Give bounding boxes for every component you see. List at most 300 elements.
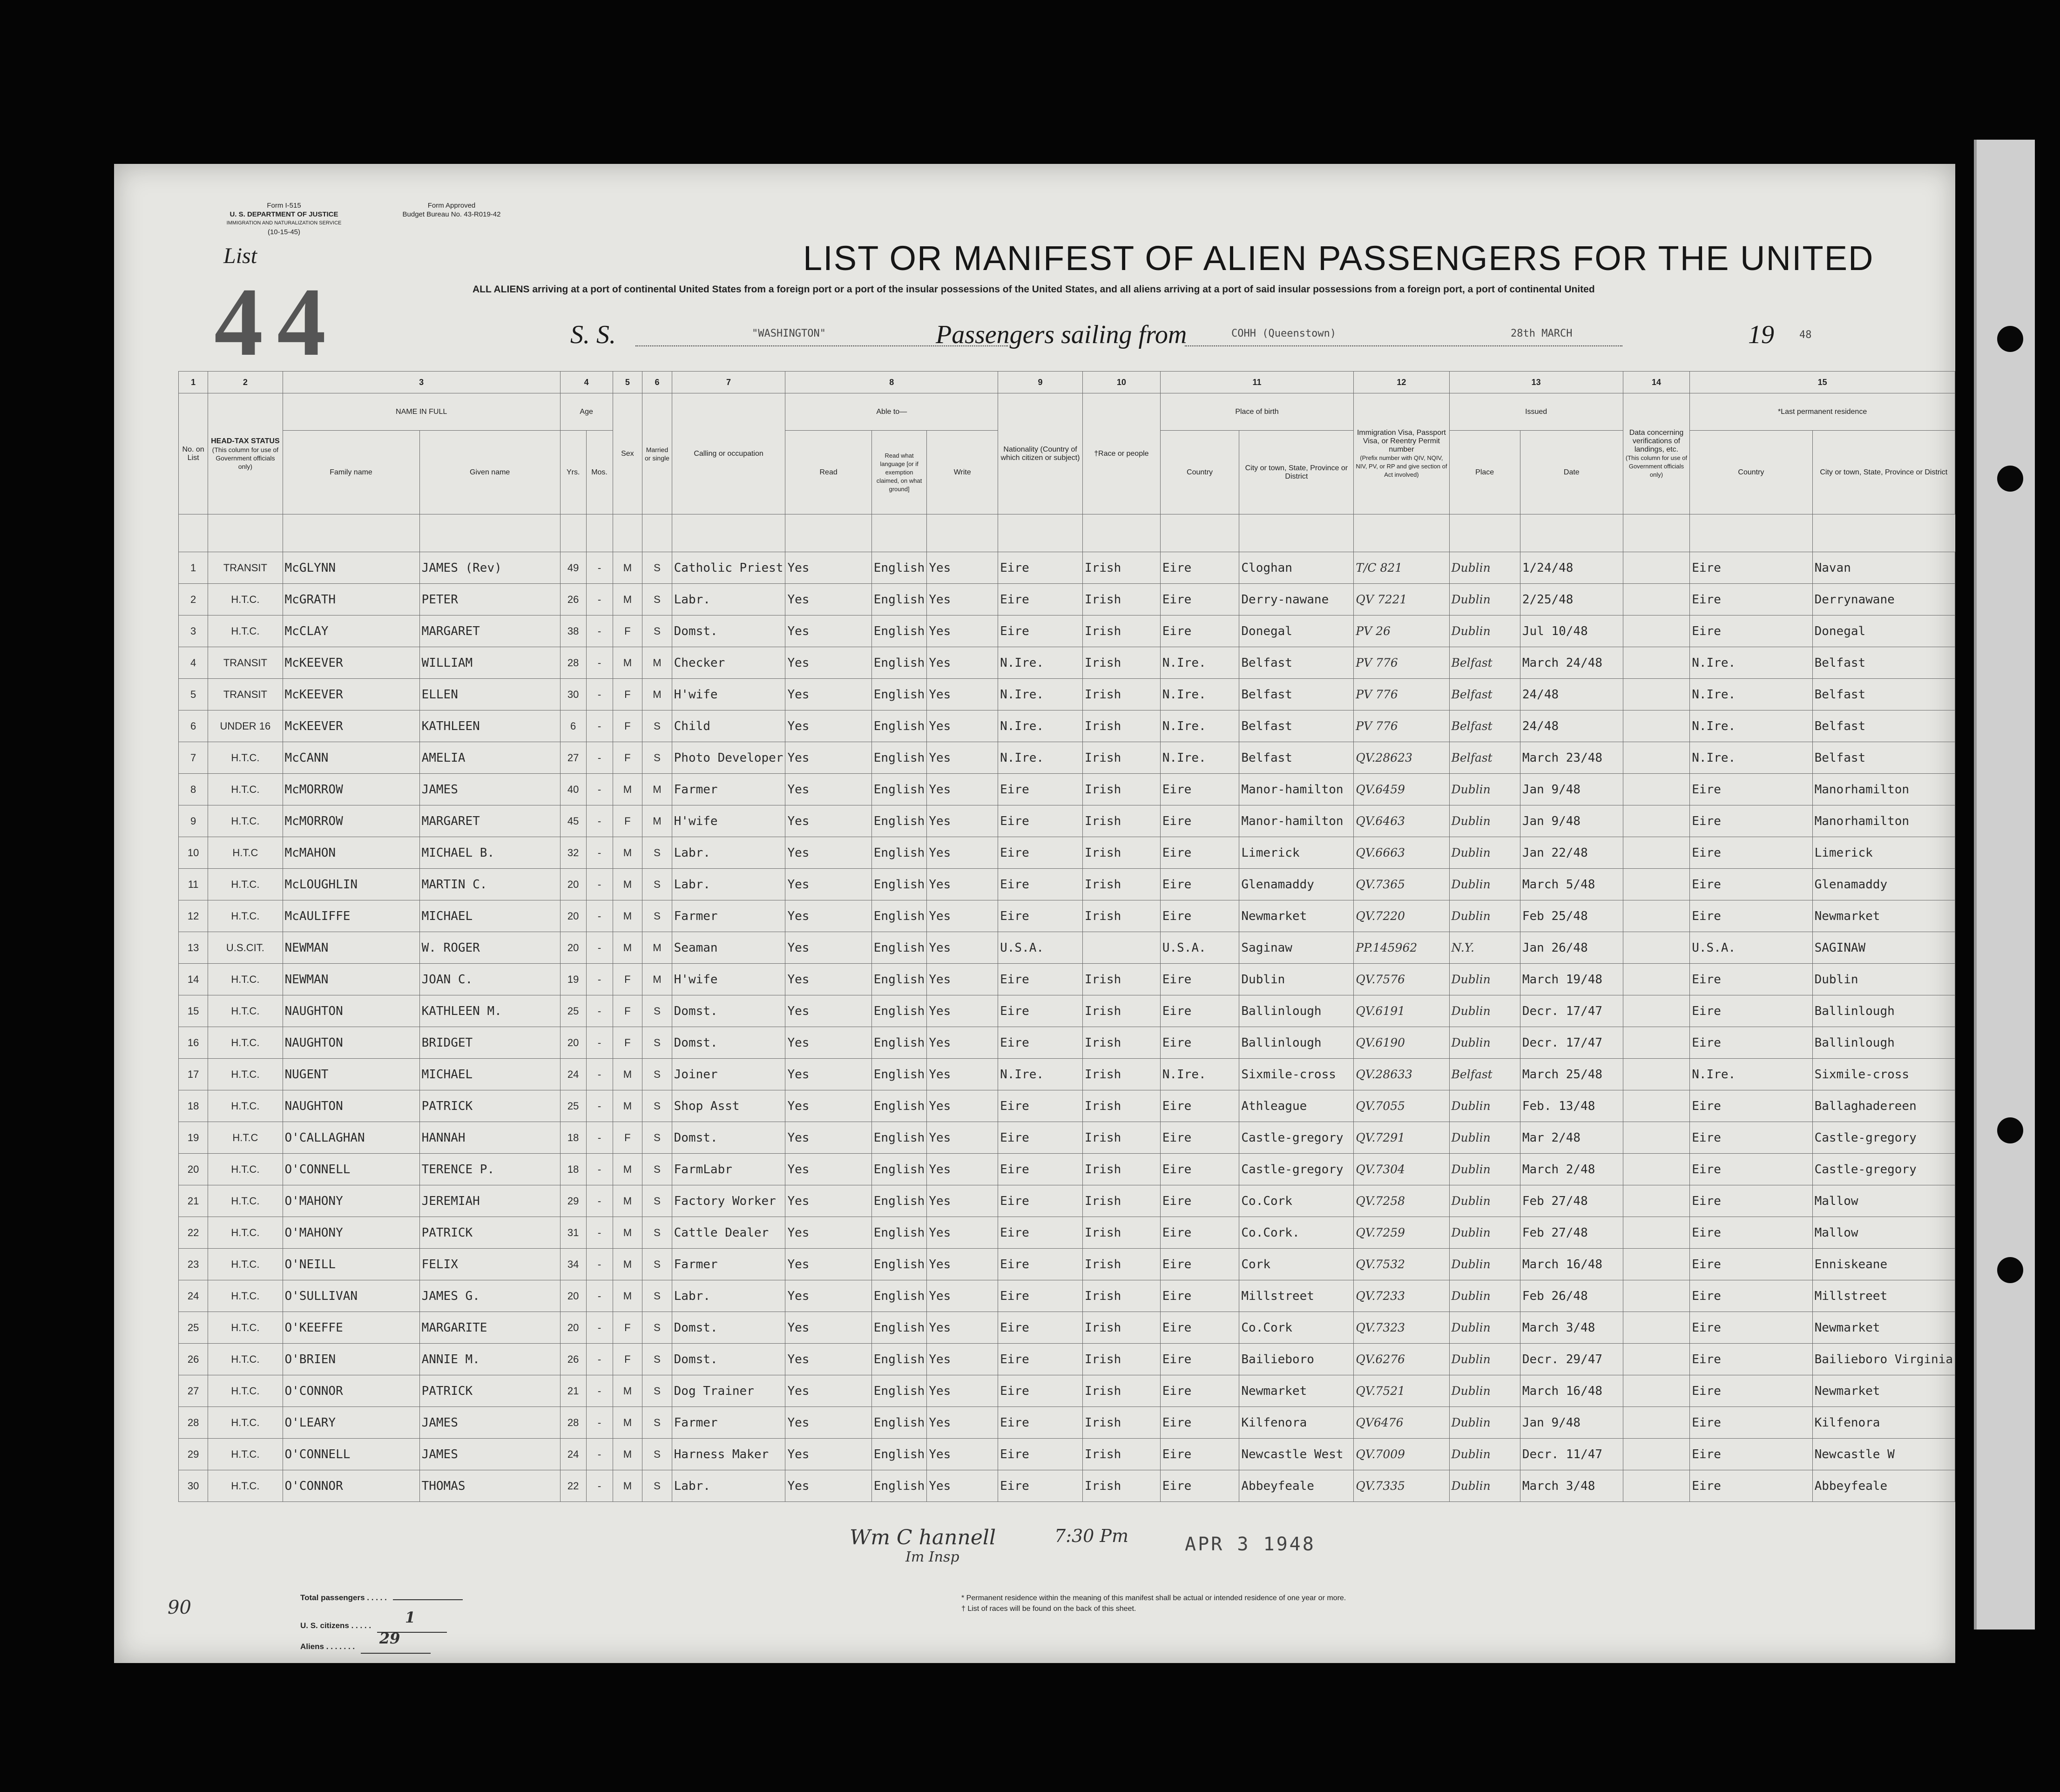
header-row-top <box>179 393 1955 431</box>
landing-verification <box>1623 869 1690 900</box>
visa-number: QV.7233 <box>1354 1280 1449 1312</box>
age-months: - <box>586 679 613 710</box>
given-name: JAMES <box>419 774 560 805</box>
visa-note: (Prefix number with QIV, NQIV, NIV, PV, or RP and give section of Act involved) <box>1356 454 1447 478</box>
residence-city: Belfast <box>1812 710 1955 742</box>
row-number: 11 <box>179 869 208 900</box>
visa-number: QV.7521 <box>1354 1375 1449 1407</box>
landing-verification <box>1623 1249 1690 1280</box>
residence-city: Kilfenora <box>1812 1407 1955 1439</box>
race: Irish <box>1082 1154 1160 1185</box>
age-months: - <box>586 1439 613 1470</box>
sex: M <box>613 932 642 964</box>
issued-place: N.Y. <box>1449 932 1520 964</box>
age-years: 34 <box>560 1249 586 1280</box>
table-row <box>179 1439 1955 1470</box>
given-name: JAMES <box>419 1439 560 1470</box>
visa-number: PV 776 <box>1354 647 1449 679</box>
birth-country: Eire <box>1160 552 1239 584</box>
residence-city: Belfast <box>1812 647 1955 679</box>
family-name: O'LEARY <box>283 1407 419 1439</box>
birth-country: Eire <box>1160 1439 1239 1470</box>
header-married: Married or single <box>642 393 672 514</box>
landing-verification <box>1623 1217 1690 1249</box>
row-number: 4 <box>179 647 208 679</box>
family-name: NUGENT <box>283 1059 419 1090</box>
age-months: - <box>586 837 613 869</box>
head-tax-status: H.T.C. <box>208 774 283 805</box>
visa-number: PP.145962 <box>1354 932 1449 964</box>
can-write: Yes <box>927 1439 998 1470</box>
given-name: KATHLEEN M. <box>419 995 560 1027</box>
us-citizens: U. S. citizens . . . . . 1 <box>300 1614 447 1633</box>
age-months: - <box>586 932 613 964</box>
table-row <box>179 1122 1955 1154</box>
head-tax-status: TRANSIT <box>208 679 283 710</box>
total-passengers-label: Total passengers <box>300 1593 365 1602</box>
family-name: McKEEVER <box>283 679 419 710</box>
row-number: 29 <box>179 1439 208 1470</box>
nationality: U.S.A. <box>998 932 1083 964</box>
marital-status: S <box>642 1122 672 1154</box>
head-tax-status: U.S.CIT. <box>208 932 283 964</box>
visa-title: Immigration Visa, Passport Visa, or Reentry Permit number <box>1357 428 1446 453</box>
nationality: Eire <box>998 1217 1083 1249</box>
sex: M <box>613 1249 642 1280</box>
header-name-in-full: NAME IN FULL <box>283 393 560 431</box>
family-name: McGLYNN <box>283 552 419 584</box>
given-name: PATRICK <box>419 1375 560 1407</box>
landing-verification <box>1623 742 1690 774</box>
issued-date: March 24/48 <box>1520 647 1623 679</box>
birth-country: Eire <box>1160 1217 1239 1249</box>
race: Irish <box>1082 964 1160 995</box>
visa-number: QV.6459 <box>1354 774 1449 805</box>
marital-status: S <box>642 1249 672 1280</box>
issued-date: Jan 9/48 <box>1520 805 1623 837</box>
marital-status: S <box>642 837 672 869</box>
occupation: Farmer <box>672 774 785 805</box>
age-years: 24 <box>560 1059 586 1090</box>
issued-date: Mar 2/48 <box>1520 1122 1623 1154</box>
read-language: English <box>871 1185 927 1217</box>
can-read: Yes <box>785 932 871 964</box>
age-months: - <box>586 1027 613 1059</box>
read-language: English <box>871 1249 927 1280</box>
race: Irish <box>1082 584 1160 615</box>
marital-status: M <box>642 964 672 995</box>
signature-time: 7:30 Pm <box>1054 1526 1129 1546</box>
age-years: 20 <box>560 1027 586 1059</box>
birth-country: Eire <box>1160 1027 1239 1059</box>
occupation: Child <box>672 710 785 742</box>
can-write: Yes <box>927 615 998 647</box>
visa-number: QV.7220 <box>1354 900 1449 932</box>
header-res-city: City or town, State, Province or District <box>1812 431 1955 514</box>
read-language: English <box>871 1154 927 1185</box>
read-language: English <box>871 679 927 710</box>
row-number: 27 <box>179 1375 208 1407</box>
can-read: Yes <box>785 647 871 679</box>
occupation: Domst. <box>672 995 785 1027</box>
age-months: - <box>586 900 613 932</box>
family-name: McGRATH <box>283 584 419 615</box>
row-number: 19 <box>179 1122 208 1154</box>
marital-status: S <box>642 1059 672 1090</box>
sex: F <box>613 1122 642 1154</box>
issued-place: Belfast <box>1449 647 1520 679</box>
given-name: MICHAEL <box>419 1059 560 1090</box>
nationality: Eire <box>998 1407 1083 1439</box>
year-prefix: 19 <box>1748 320 1774 349</box>
issued-place: Dublin <box>1449 1154 1520 1185</box>
residence-city: Ballinlough <box>1812 995 1955 1027</box>
landing-verification <box>1623 837 1690 869</box>
sex: M <box>613 1059 642 1090</box>
marital-status: S <box>642 1217 672 1249</box>
issued-place: Dublin <box>1449 774 1520 805</box>
visa-number: QV.6191 <box>1354 995 1449 1027</box>
us-citizens-value: 1 <box>405 1609 416 1626</box>
sex: M <box>613 1407 642 1439</box>
visa-number: T/C 821 <box>1354 552 1449 584</box>
read-language: English <box>871 964 927 995</box>
birth-city: Co.Cork <box>1239 1185 1354 1217</box>
residence-country: Eire <box>1690 1122 1812 1154</box>
age-years: 25 <box>560 1090 586 1122</box>
issued-place: Dublin <box>1449 552 1520 584</box>
head-tax-status: H.T.C. <box>208 1312 283 1344</box>
issued-date: 2/25/48 <box>1520 584 1623 615</box>
table-row <box>179 1185 1955 1217</box>
given-name: W. ROGER <box>419 932 560 964</box>
race <box>1082 932 1160 964</box>
age-years: 18 <box>560 1122 586 1154</box>
column-number: 2 <box>208 372 283 393</box>
read-language: English <box>871 1217 927 1249</box>
birth-city: Manor-hamilton <box>1239 774 1354 805</box>
visa-number: PV 776 <box>1354 679 1449 710</box>
can-read: Yes <box>785 1439 871 1470</box>
form-number: Form I-515 <box>267 202 301 210</box>
birth-city: Castle-gregory <box>1239 1122 1354 1154</box>
read-language: English <box>871 1027 927 1059</box>
can-write: Yes <box>927 995 998 1027</box>
visa-number: QV.7323 <box>1354 1312 1449 1344</box>
header-calling: Calling or occupation <box>672 393 785 514</box>
visa-number: QV.7576 <box>1354 964 1449 995</box>
issued-date: March 23/48 <box>1520 742 1623 774</box>
header-race: †Race or people <box>1082 393 1160 514</box>
nationality: Eire <box>998 869 1083 900</box>
family-name: NAUGHTON <box>283 1090 419 1122</box>
occupation: Domst. <box>672 1344 785 1375</box>
can-read: Yes <box>785 679 871 710</box>
occupation: Labr. <box>672 1470 785 1502</box>
race: Irish <box>1082 710 1160 742</box>
aliens-value: 29 <box>379 1630 400 1647</box>
issued-date: Feb 26/48 <box>1520 1280 1623 1312</box>
age-months: - <box>586 1312 613 1344</box>
birth-country: U.S.A. <box>1160 932 1239 964</box>
can-read: Yes <box>785 995 871 1027</box>
given-name: KATHLEEN <box>419 710 560 742</box>
issued-place: Belfast <box>1449 1059 1520 1090</box>
marital-status: S <box>642 584 672 615</box>
sex: M <box>613 647 642 679</box>
family-name: McKEEVER <box>283 710 419 742</box>
nationality: Eire <box>998 1375 1083 1407</box>
age-months: - <box>586 1122 613 1154</box>
sex: M <box>613 900 642 932</box>
age-years: 20 <box>560 900 586 932</box>
age-months: - <box>586 615 613 647</box>
head-tax-status: H.T.C. <box>208 1059 283 1090</box>
head-tax-status: H.T.C. <box>208 1407 283 1439</box>
head-tax-status: H.T.C. <box>208 1439 283 1470</box>
table-row <box>179 932 1955 964</box>
occupation: Farmer <box>672 900 785 932</box>
age-months: - <box>586 742 613 774</box>
row-number: 22 <box>179 1217 208 1249</box>
birth-country: Eire <box>1160 1375 1239 1407</box>
visa-number: QV.28623 <box>1354 742 1449 774</box>
landing-verification <box>1623 1059 1690 1090</box>
head-tax-status: H.T.C. <box>208 1217 283 1249</box>
race: Irish <box>1082 869 1160 900</box>
residence-country: Eire <box>1690 1027 1812 1059</box>
occupation: Seaman <box>672 932 785 964</box>
marital-status: M <box>642 805 672 837</box>
can-read: Yes <box>785 837 871 869</box>
read-language: English <box>871 774 927 805</box>
age-months: - <box>586 552 613 584</box>
given-name: ELLEN <box>419 679 560 710</box>
row-number: 7 <box>179 742 208 774</box>
manifest-page <box>114 164 1955 1663</box>
family-name: O'MAHONY <box>283 1217 419 1249</box>
table-row <box>179 1090 1955 1122</box>
occupation: Factory Worker <box>672 1185 785 1217</box>
can-read: Yes <box>785 1249 871 1280</box>
birth-country: Eire <box>1160 584 1239 615</box>
issued-place: Dublin <box>1449 1312 1520 1344</box>
visa-number: PV 26 <box>1354 615 1449 647</box>
table-row <box>179 1217 1955 1249</box>
residence-city: Navan <box>1812 552 1955 584</box>
residence-city: SAGINAW <box>1812 932 1955 964</box>
residence-country: Eire <box>1690 805 1812 837</box>
can-write: Yes <box>927 1249 998 1280</box>
family-name: McKEEVER <box>283 647 419 679</box>
can-read: Yes <box>785 1217 871 1249</box>
birth-city: Abbeyfeale <box>1239 1470 1354 1502</box>
row-number: 24 <box>179 1280 208 1312</box>
can-read: Yes <box>785 1344 871 1375</box>
issued-place: Dublin <box>1449 900 1520 932</box>
given-name: TERENCE P. <box>419 1154 560 1185</box>
visa-number: QV.7009 <box>1354 1439 1449 1470</box>
landing-verification <box>1623 552 1690 584</box>
table-row <box>179 615 1955 647</box>
landing-verification <box>1623 1090 1690 1122</box>
age-years: 26 <box>560 1344 586 1375</box>
landing-verification <box>1623 1407 1690 1439</box>
can-write: Yes <box>927 805 998 837</box>
column-number: 9 <box>998 372 1083 393</box>
head-tax-status: H.T.C. <box>208 615 283 647</box>
can-read: Yes <box>785 615 871 647</box>
birth-country: Eire <box>1160 869 1239 900</box>
table-row <box>179 584 1955 615</box>
age-months: - <box>586 1470 613 1502</box>
age-years: 38 <box>560 615 586 647</box>
sex: F <box>613 1344 642 1375</box>
row-number: 23 <box>179 1249 208 1280</box>
film-strip <box>1974 140 2035 1630</box>
column-number: 4 <box>560 372 613 393</box>
marital-status: S <box>642 1470 672 1502</box>
birth-country: N.Ire. <box>1160 742 1239 774</box>
visa-number: QV.7259 <box>1354 1217 1449 1249</box>
marital-status: S <box>642 869 672 900</box>
sex: F <box>613 1027 642 1059</box>
age-months: - <box>586 1154 613 1185</box>
can-write: Yes <box>927 1059 998 1090</box>
head-tax-status: H.T.C. <box>208 1375 283 1407</box>
head-tax-status: H.T.C <box>208 1122 283 1154</box>
nationality: Eire <box>998 584 1083 615</box>
row-number: 6 <box>179 710 208 742</box>
family-name: McAULIFFE <box>283 900 419 932</box>
issued-place: Belfast <box>1449 710 1520 742</box>
landing-verification <box>1623 1280 1690 1312</box>
birth-city: Athleague <box>1239 1090 1354 1122</box>
given-name: WILLIAM <box>419 647 560 679</box>
race: Irish <box>1082 1280 1160 1312</box>
occupation: Dog Trainer <box>672 1375 785 1407</box>
sex: M <box>613 1185 642 1217</box>
occupation: Labr. <box>672 869 785 900</box>
occupation: Catholic Priest <box>672 552 785 584</box>
issued-place: Dublin <box>1449 1439 1520 1470</box>
can-write: Yes <box>927 552 998 584</box>
row-number: 28 <box>179 1407 208 1439</box>
marital-status: M <box>642 679 672 710</box>
race: Irish <box>1082 679 1160 710</box>
residence-city: Belfast <box>1812 742 1955 774</box>
issued-date: March 3/48 <box>1520 1470 1623 1502</box>
family-name: O'CONNOR <box>283 1470 419 1502</box>
column-number: 12 <box>1354 372 1449 393</box>
residence-city: Bailieboro Virginia <box>1812 1344 1955 1375</box>
given-name: AMELIA <box>419 742 560 774</box>
sailing-date: 28th MARCH <box>1511 328 1573 339</box>
birth-country: N.Ire. <box>1160 710 1239 742</box>
age-months: - <box>586 1375 613 1407</box>
family-name: O'CONNELL <box>283 1439 419 1470</box>
header-head-tax <box>208 393 283 514</box>
birth-city: Castle-gregory <box>1239 1154 1354 1185</box>
given-name: MARGARITE <box>419 1312 560 1344</box>
birth-city: Sixmile-cross <box>1239 1059 1354 1090</box>
issued-place: Dublin <box>1449 1470 1520 1502</box>
sailing-label: Passengers sailing from <box>936 320 1187 349</box>
residence-country: Eire <box>1690 615 1812 647</box>
birth-city: Ballinlough <box>1239 1027 1354 1059</box>
issued-place: Dublin <box>1449 805 1520 837</box>
can-write: Yes <box>927 1344 998 1375</box>
year-suffix: 48 <box>1799 329 1812 341</box>
residence-city: Castle-gregory <box>1812 1154 1955 1185</box>
can-write: Yes <box>927 1122 998 1154</box>
passenger-rows <box>179 514 1955 1502</box>
form-block <box>214 201 354 237</box>
issued-place: Dublin <box>1449 1375 1520 1407</box>
landing-verification <box>1623 1122 1690 1154</box>
residence-country: Eire <box>1690 837 1812 869</box>
marital-status: S <box>642 900 672 932</box>
occupation: Harness Maker <box>672 1439 785 1470</box>
column-number: 1 <box>179 372 208 393</box>
birth-country: Eire <box>1160 964 1239 995</box>
marital-status: S <box>642 615 672 647</box>
birth-city: Millstreet <box>1239 1280 1354 1312</box>
can-read: Yes <box>785 1470 871 1502</box>
race: Irish <box>1082 1312 1160 1344</box>
race: Irish <box>1082 1090 1160 1122</box>
head-tax-status: H.T.C. <box>208 1280 283 1312</box>
column-number: 14 <box>1623 372 1690 393</box>
table-row <box>179 774 1955 805</box>
occupation: H'wife <box>672 805 785 837</box>
nationality: Eire <box>998 995 1083 1027</box>
given-name: JOAN C. <box>419 964 560 995</box>
residence-city: Mallow <box>1812 1217 1955 1249</box>
visa-number: QV.6463 <box>1354 805 1449 837</box>
read-language: English <box>871 805 927 837</box>
issued-place: Dublin <box>1449 1090 1520 1122</box>
visa-number: QV.7291 <box>1354 1122 1449 1154</box>
table-row <box>179 679 1955 710</box>
nationality: N.Ire. <box>998 742 1083 774</box>
landing-verification <box>1623 1470 1690 1502</box>
nationality: N.Ire. <box>998 1059 1083 1090</box>
race: Irish <box>1082 837 1160 869</box>
column-number-row <box>179 372 1955 393</box>
age-months: - <box>586 805 613 837</box>
age-months: - <box>586 1280 613 1312</box>
visa-number: QV.7055 <box>1354 1090 1449 1122</box>
marital-status: S <box>642 1280 672 1312</box>
issued-date: March 2/48 <box>1520 1154 1623 1185</box>
family-name: NEWMAN <box>283 964 419 995</box>
read-language: English <box>871 584 927 615</box>
issued-place: Dublin <box>1449 1407 1520 1439</box>
head-tax-status: H.T.C. <box>208 1344 283 1375</box>
landing-verification <box>1623 932 1690 964</box>
birth-city: Donegal <box>1239 615 1354 647</box>
age-months: - <box>586 1249 613 1280</box>
row-number: 5 <box>179 679 208 710</box>
read-language: English <box>871 647 927 679</box>
form-date: (10-15-45) <box>267 228 301 236</box>
landing-verification <box>1623 584 1690 615</box>
landings-title: Data concerning verifications of landings, etc. <box>1629 428 1684 453</box>
age-years: 29 <box>560 1185 586 1217</box>
race: Irish <box>1082 552 1160 584</box>
head-tax-status: H.T.C. <box>208 805 283 837</box>
